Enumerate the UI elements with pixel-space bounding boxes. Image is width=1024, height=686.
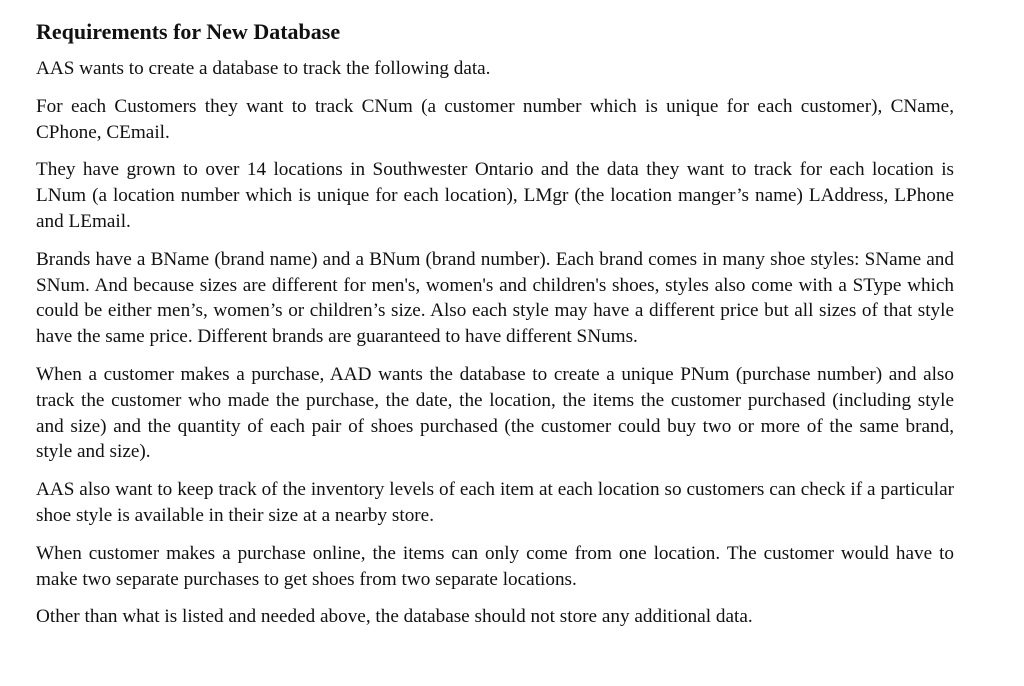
document-title: Requirements for New Database (36, 19, 341, 44)
paragraph-purchases: When a customer makes a purchase, AAD wants the database to create a unique PNum (purchase number) and also track the customer who made the purchase, the date, the location, the items the customer purchased (including style and size) and the quantity of each pair of shoes purchased (the customer could buy two or more of the same brand, style and size). (36, 363, 954, 463)
paragraph-constraints: Other than what is listed and needed above, the database should not store any additional data. (36, 606, 753, 628)
paragraph-intro: AAS wants to create a database to track the following data. (36, 58, 491, 79)
paragraph-brands: Brands have a BName (brand name) and a BNum (brand number). Each brand comes in many shoe styles: SName and SNum. And because sizes are different for men's, women's and children's shoes, styles also come with a SType which could be either men’s, women’s or children’s size. Also each style may have a different price but all sizes of that style have the same price. Different brands are guaranteed to have different SNums. (36, 248, 954, 348)
paragraph-locations: They have grown to over 14 locations in Southwester Ontario and the data they want to track for each location is LNum (a location number which is unique for each location), LMgr (the location manger’s name) LAddress, LPhone and LEmail. (36, 159, 954, 232)
paragraph-customers: For each Customers they want to track CNum (a customer number which is unique for each customer), CName, CPhone, CEmail. (36, 95, 954, 143)
paragraph-inventory: AAS also want to keep track of the inventory levels of each item at each location so customers can check if a particular shoe style is available in their size at a nearby store. (36, 479, 954, 526)
document (36, 18, 954, 642)
paragraph-online: When customer makes a purchase online, the items can only come from one location. The customer would have to make two separate purchases to get shoes from two separate locations. (36, 542, 954, 590)
